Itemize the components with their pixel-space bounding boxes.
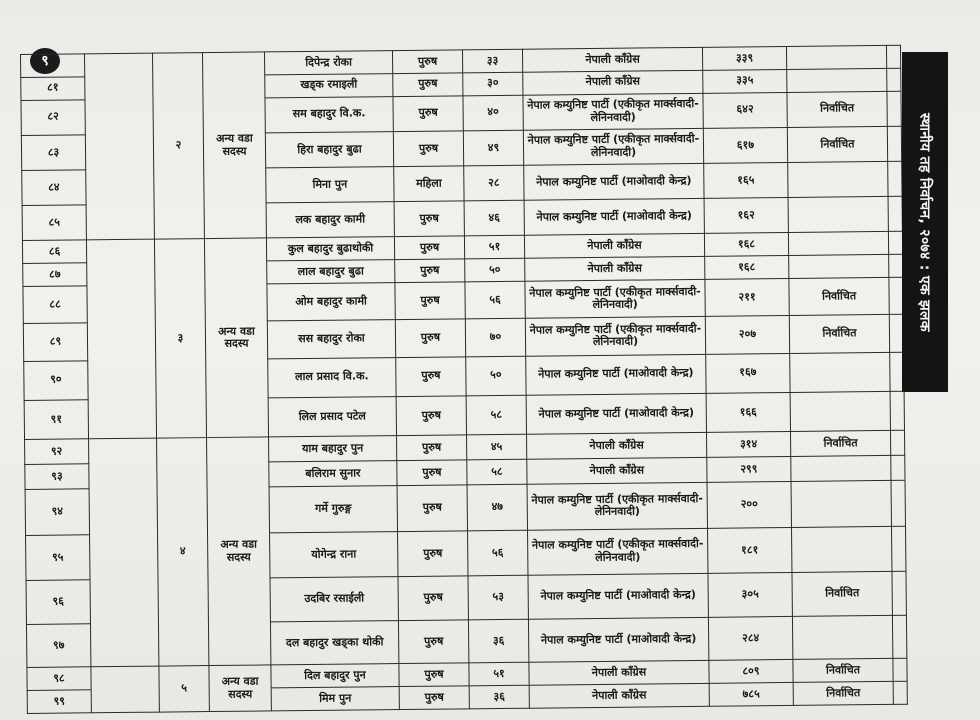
- serial-number: ८६: [22, 240, 86, 263]
- gender: पुरुष: [395, 259, 465, 283]
- blank-cell: [889, 254, 903, 277]
- votes: २०७: [705, 316, 789, 354]
- age: ५१: [469, 662, 529, 685]
- gender: पुरुष: [396, 356, 466, 396]
- blank-cell: [887, 91, 901, 126]
- status: [790, 391, 890, 431]
- blank-cell: [890, 431, 904, 456]
- age: ३३: [462, 49, 522, 72]
- gender: पुरुष: [393, 131, 463, 167]
- votes: २००: [707, 481, 791, 527]
- votes: १६८: [704, 233, 788, 257]
- status: [787, 68, 887, 92]
- party: नेपाली काँग्रेस: [524, 234, 704, 259]
- votes: ३३५: [703, 69, 787, 93]
- age: ५१: [464, 236, 524, 259]
- candidate-name: उदबिर रसाईली: [270, 577, 398, 622]
- votes: ३३९: [702, 46, 786, 70]
- votes: २११: [705, 278, 789, 316]
- candidate-name: खड्क रमाइली: [265, 73, 393, 97]
- party: नेपाल कम्युनिष्ट पार्टी (एकीकृत मार्क्सवादी-लेनिनवादी): [528, 528, 708, 575]
- age: ४६: [464, 200, 524, 236]
- age: ३०: [463, 72, 523, 95]
- status: [788, 161, 888, 197]
- post-title: अन्य वडा सदस्य: [209, 665, 271, 711]
- blank-cell: [891, 526, 905, 572]
- serial-number: ८३: [21, 135, 85, 171]
- party: नेपाली काँग्रेस: [523, 70, 703, 95]
- blank-cell: [893, 681, 907, 704]
- blank-cell: [85, 53, 155, 240]
- blank-cell: [887, 126, 901, 161]
- side-banner: [902, 52, 948, 392]
- status: [790, 352, 890, 392]
- party: नेपाली काँग्रेस: [527, 458, 707, 485]
- gender: पुरुष: [393, 95, 463, 131]
- serial-number: ८७: [23, 263, 87, 286]
- candidate-name: दिल बहादुर पुन: [271, 664, 399, 688]
- status: [786, 45, 886, 69]
- party: नेपाली काँग्रेस: [529, 683, 709, 708]
- status: निर्वाचित: [789, 277, 889, 315]
- blank-cell: [888, 232, 902, 255]
- votes: २८४: [708, 616, 792, 660]
- page-number: ९: [30, 48, 60, 74]
- age: ५०: [465, 258, 525, 281]
- votes: ३१४: [707, 432, 791, 458]
- gender: महिला: [394, 166, 464, 202]
- party: नेपाल कम्युनिष्ट पार्टी (माओवादी केन्द्र): [528, 574, 708, 619]
- candidate-name: बलिराम सुनार: [269, 461, 397, 487]
- status: [788, 197, 888, 233]
- serial-number: ८८: [23, 286, 87, 324]
- candidate-name: लाल प्रसाद वि.क.: [268, 357, 396, 398]
- gender: पुरुष: [396, 396, 466, 436]
- party: नेपाली काँग्रेस: [525, 257, 705, 282]
- serial-number: ८२: [21, 99, 85, 135]
- ward-number: ४: [157, 438, 209, 666]
- serial-number: ९५: [26, 534, 90, 580]
- candidate-name: सस बहादुर रोका: [267, 320, 395, 359]
- gender: पुरुष: [392, 50, 462, 74]
- age: ५३: [468, 575, 528, 619]
- blank-cell: [888, 161, 902, 196]
- votes: १६५: [704, 162, 788, 198]
- ward-number: २: [152, 53, 204, 240]
- blank-cell: [892, 571, 906, 615]
- age: ५६: [468, 530, 528, 576]
- votes: ६१७: [703, 127, 787, 163]
- serial-number: ९३: [25, 464, 89, 490]
- serial-number: ८४: [22, 170, 86, 206]
- candidate-name: मिना पुन: [266, 167, 394, 204]
- candidate-name: हिरा बहादुर बुढा: [265, 131, 393, 168]
- gender: पुरुष: [398, 530, 468, 576]
- votes: १६२: [704, 198, 788, 234]
- blank-cell: [893, 658, 907, 681]
- age: ३६: [468, 619, 528, 663]
- votes: ८०९: [709, 660, 793, 684]
- serial-number: ९६: [26, 580, 90, 624]
- age: ५०: [466, 356, 526, 396]
- votes: १६७: [706, 353, 790, 393]
- gender: पुरुष: [398, 620, 468, 664]
- status: [792, 615, 892, 660]
- votes: ३०५: [708, 573, 792, 617]
- blank-cell: [886, 45, 900, 68]
- status: [789, 255, 889, 279]
- party: नेपाल कम्युनिष्ट पार्टी (एकीकृत मार्क्सवादी-लेनिनवादी): [523, 128, 703, 165]
- party: नेपाल कम्युनिष्ट पार्टी (माओवादी केन्द्र): [526, 354, 706, 395]
- serial-number: ९९: [27, 690, 91, 714]
- party: नेपाल कम्युनिष्ट पार्टी (एकीकृत मार्क्सवादी-लेनिनवादी): [527, 482, 707, 529]
- blank-cell: [888, 196, 902, 231]
- party: नेपाल कम्युनिष्ट पार्टी (एकीकृत मार्क्सवादी-लेनिनवादी): [525, 279, 705, 318]
- post-title: अन्य वडा सदस्य: [202, 52, 266, 239]
- side-banner-text: स्थानीय तह निर्वाचन, २०७४ : एक झलक: [916, 112, 933, 332]
- age: ४०: [463, 95, 523, 131]
- post-title: अन्य वडा सदस्य: [204, 238, 268, 438]
- party: नेपाल कम्युनिष्ट पार्टी (माओवादी केन्द्र): [524, 163, 704, 200]
- status: निर्वाचित: [793, 659, 893, 683]
- post-title: अन्य वडा सदस्य: [207, 437, 271, 666]
- candidate-name: योगेन्द्र राना: [270, 531, 398, 578]
- blank-cell: [891, 480, 905, 526]
- serial-number: ८५: [22, 205, 86, 241]
- serial-number: ९०: [24, 360, 88, 400]
- blank-cell: [891, 455, 905, 480]
- blank-cell: [892, 615, 906, 659]
- blank-cell: [89, 438, 159, 667]
- gender: पुरुष: [394, 236, 464, 260]
- candidate-name: दिपेन्द्र रोका: [264, 51, 392, 75]
- blank-cell: [91, 666, 159, 712]
- blank-cell: [890, 391, 904, 431]
- votes: २९९: [707, 457, 791, 483]
- votes: १६८: [705, 256, 789, 280]
- gender: पुरुष: [395, 282, 465, 320]
- votes: १६६: [706, 392, 790, 432]
- party: नेपाल कम्युनिष्ट पार्टी (माओवादी केन्द्र): [526, 393, 706, 434]
- serial-number: ८१: [21, 77, 85, 100]
- age: ४९: [463, 130, 523, 166]
- age: ४७: [467, 484, 527, 530]
- status: निर्वाचित: [787, 126, 887, 162]
- candidate-name: कुल बहादुर बुढाथोकी: [266, 237, 394, 261]
- age: ५८: [466, 395, 526, 435]
- votes: ७८५: [709, 682, 793, 706]
- status: [791, 480, 891, 527]
- votes: ६४२: [703, 92, 787, 128]
- age: ४५: [467, 435, 527, 460]
- serial-number: ८९: [23, 323, 87, 361]
- age: ३६: [469, 685, 529, 709]
- age: ५६: [465, 281, 525, 319]
- candidate-name: लक बहादुर कामी: [266, 202, 394, 239]
- candidate-name: मिम पुन: [271, 687, 399, 711]
- age: ५८: [467, 459, 527, 484]
- status: [791, 526, 891, 573]
- gender: पुरुष: [397, 485, 467, 531]
- serial-number: ९४: [25, 489, 89, 535]
- blank-cell: [887, 68, 901, 91]
- ward-number: ३: [154, 239, 206, 438]
- party: नेपाली काँग्रेस: [522, 47, 702, 72]
- party: नेपाल कम्युनिष्ट पार्टी (एकीकृत मार्क्सवादी-लेनिनवादी): [525, 317, 705, 356]
- status: निर्वाचित: [792, 572, 892, 617]
- gender: पुरुष: [397, 460, 467, 486]
- gender: पुरुष: [398, 576, 468, 620]
- serial-number: ९१: [24, 400, 88, 440]
- serial-number: ९७: [26, 623, 90, 667]
- age: २८: [464, 165, 524, 201]
- party: नेपाली काँग्रेस: [529, 661, 709, 686]
- gender: पुरुष: [395, 319, 465, 357]
- age: ७०: [465, 319, 525, 357]
- candidate-name: गर्मे गुरुङ्ग: [269, 486, 397, 533]
- candidate-name: लिल प्रसाद पटेल: [268, 397, 396, 438]
- status: [788, 232, 888, 256]
- candidate-name: सम बहादुर वि.क.: [265, 96, 393, 133]
- party: नेपाली काँग्रेस: [527, 433, 707, 460]
- status: [791, 456, 891, 482]
- status: निर्वाचित: [793, 681, 893, 705]
- status: निर्वाचित: [789, 315, 889, 353]
- votes: १८१: [708, 527, 792, 573]
- election-results-table: [20, 45, 908, 714]
- candidate-name: ओम बहादुर कामी: [267, 283, 395, 322]
- ward-number: ५: [159, 666, 209, 712]
- status: निर्वाचित: [790, 431, 890, 457]
- serial-number: ८०: [21, 54, 85, 77]
- gender: पुरुष: [399, 686, 469, 710]
- serial-number: ९२: [25, 439, 89, 465]
- status: निर्वाचित: [787, 91, 887, 127]
- gender: पुरुष: [393, 73, 463, 97]
- gender: पुरुष: [397, 435, 467, 461]
- gender: पुरुष: [394, 201, 464, 237]
- candidate-name: लाल बहादुर बुढा: [267, 260, 395, 284]
- gender: पुरुष: [399, 663, 469, 687]
- party: नेपाल कम्युनिष्ट पार्टी (माओवादी केन्द्र): [524, 199, 704, 236]
- candidate-name: दल बहादुर खड्का थोकी: [270, 620, 398, 665]
- serial-number: ९८: [27, 667, 91, 690]
- candidate-name: याम बहादुर पुन: [269, 436, 397, 462]
- blank-cell: [86, 240, 156, 440]
- party: नेपाल कम्युनिष्ट पार्टी (माओवादी केन्द्र): [528, 617, 708, 662]
- party: नेपाल कम्युनिष्ट पार्टी (एकीकृत मार्क्सवादी-लेनिनवादी): [523, 93, 703, 130]
